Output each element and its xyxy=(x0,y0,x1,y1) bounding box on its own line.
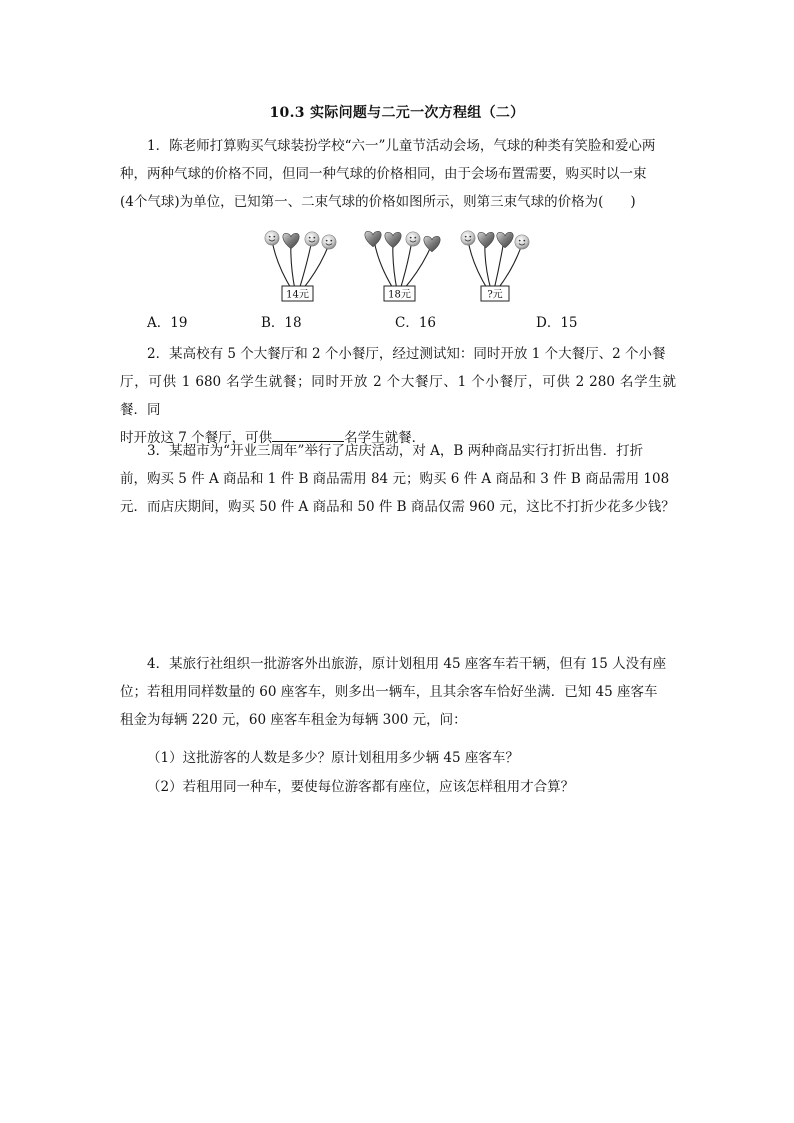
balloon-bundle-3 xyxy=(461,231,529,301)
option-c: C．16 xyxy=(395,315,437,331)
smiley-balloon-icon xyxy=(305,232,319,246)
smiley-balloon-icon xyxy=(461,231,475,245)
option-b: B．18 xyxy=(261,315,302,331)
balloon-bundle-2 xyxy=(365,231,440,301)
q2-line-3-end: 名学生就餐． xyxy=(344,430,426,446)
heart-balloon-icon xyxy=(497,232,513,247)
heart-balloon-icon xyxy=(365,231,381,246)
q1-line-1: 1．陈老师打算购买气球装扮学校“六一”儿童节活动会场，气球的种类有笑脸和爱心两 xyxy=(147,138,656,154)
page-title: 10.3 实际问题与二元一次方程组（二） xyxy=(269,105,525,121)
heart-balloon-icon xyxy=(424,236,440,251)
q1-line-2: 种，两种气球的价格不同，但同一种气球的价格相同，由于会场布置需要，购买时以一束 xyxy=(120,166,647,182)
q3-line-1: 3．某超市为“开业三周年”举行了店庆活动，对 A，B 两种商品实行打折出售．打折 xyxy=(147,443,644,459)
q4-line-2: 位；若租用同样数量的 60 座客车，则多出一辆车，且其余客车恰好坐满．已知 45 座客车 xyxy=(120,684,658,700)
question-1 xyxy=(120,132,676,216)
bundle-2-price: 18元 xyxy=(388,289,411,301)
q4-line-1: 4．某旅行社组织一批游客外出旅游，原计划租用 45 座客车若干辆，但有 15 人没有座 xyxy=(147,656,667,672)
question-2 xyxy=(120,340,676,452)
q2-line-3-start: 时开放这 7 个餐厅，可供 xyxy=(120,430,273,446)
q4-subquestion-2: （2）若租用同一种车，要使每位游客都有座位，应该怎样租用才合算？ xyxy=(147,779,575,795)
balloon-bundle-1 xyxy=(265,231,336,301)
heart-balloon-icon xyxy=(385,232,401,247)
heart-balloon-icon xyxy=(478,232,494,247)
bundle-3-price: ?元 xyxy=(487,289,503,301)
q2-line-2: 厅，可供 1 680 名学生就餐；同时开放 2 个大餐厅、1 个小餐厅，可供 2 280 名学生就餐．同 xyxy=(120,374,676,418)
bundle-1-price: 14元 xyxy=(286,289,309,301)
q4-subquestion-1: （1）这批游客的人数是多少？原计划租用多少辆 45 座客车？ xyxy=(147,750,519,766)
question-4 xyxy=(120,650,676,734)
q4-line-3: 租金为每辆 220 元，60 座客车租金为每辆 300 元，问： xyxy=(120,712,467,728)
smiley-balloon-icon xyxy=(265,231,279,245)
q1-options xyxy=(147,311,687,333)
smiley-balloon-icon xyxy=(322,235,336,249)
option-d: D．15 xyxy=(536,315,578,331)
q3-line-2: 前，购买 5 件 A 商品和 1 件 B 商品需用 84 元；购买 6 件 A 商品和 3 件 B 商品需用 108 xyxy=(120,471,670,487)
q1-line-3: (4个气球)为单位，已知第一、二束气球的价格如图所示，则第三束气球的价格为( ) xyxy=(120,194,636,210)
q2-line-1: 2．某高校有 5 个大餐厅和 2 个小餐厅，经过测试知：同时开放 1 个大餐厅、2 个小餐 xyxy=(147,346,666,362)
q3-line-3: 元．而店庆期间，购买 50 件 A 商品和 50 件 B 商品仅需 960 元，这比不打折少花多少钱？ xyxy=(120,499,675,515)
smiley-balloon-icon xyxy=(515,235,529,249)
option-a: A．19 xyxy=(147,315,188,331)
heart-balloon-icon xyxy=(283,233,299,248)
smiley-balloon-icon xyxy=(406,232,420,246)
balloon-bundles-figure xyxy=(262,224,532,306)
question-3 xyxy=(120,437,676,521)
